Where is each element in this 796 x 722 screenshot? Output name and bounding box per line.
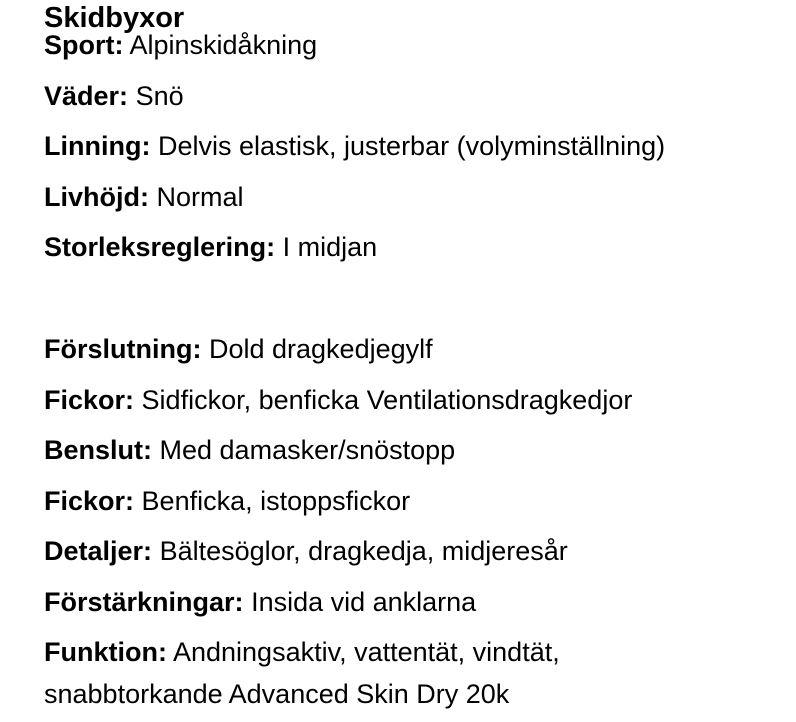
- spec-line-linning: [44, 130, 665, 162]
- spec-label: Benslut:: [44, 435, 152, 465]
- spec-label: Livhöjd:: [44, 182, 149, 212]
- spec-label: Fickor:: [44, 486, 135, 516]
- spec-line-benslut: [44, 434, 455, 466]
- spec-label: Sport:: [44, 30, 124, 60]
- spec-value: Andningsaktiv, vattentät, vindtät,: [172, 637, 560, 667]
- page-title: Skidbyxor: [44, 2, 185, 34]
- spec-label: Detaljer:: [44, 536, 153, 566]
- spec-value: Normal: [156, 182, 244, 212]
- spec-line-forstarkningar: [44, 586, 476, 618]
- spec-label: Fickor:: [44, 385, 135, 415]
- spec-value: Bältesöglor, dragkedja, midjeresår: [159, 536, 568, 566]
- spec-line-funktion: [44, 636, 560, 668]
- spec-label: Förslutning:: [44, 334, 202, 364]
- spec-line-livhojd: [44, 181, 244, 213]
- spec-line-forslutning: [44, 333, 433, 365]
- spec-line-fickor-2: [44, 485, 410, 517]
- spec-label: Väder:: [44, 81, 129, 111]
- spec-label: Linning:: [44, 131, 151, 161]
- spec-value: Delvis elastisk, justerbar (volyminställning): [157, 131, 666, 161]
- spec-line-sport: [44, 29, 317, 61]
- spec-value-continuation: snabbtorkande Advanced Skin Dry 20k: [44, 679, 510, 709]
- spec-value: Sidfickor, benficka Ventilationsdragkedjor: [141, 385, 633, 415]
- spec-value: Med damasker/snöstopp: [159, 435, 456, 465]
- spec-line-funktion-continuation: [44, 678, 509, 710]
- spec-line-storleksreglering: [44, 231, 377, 263]
- spec-label: Förstärkningar:: [44, 587, 244, 617]
- spec-value: I midjan: [282, 232, 378, 262]
- spec-label: Funktion:: [44, 637, 167, 667]
- spec-line-detaljer: [44, 535, 568, 567]
- spec-value: Dold dragkedjegylf: [208, 334, 433, 364]
- spec-line-vader: [44, 80, 184, 112]
- spec-value: Insida vid anklarna: [251, 587, 477, 617]
- spec-value: Snö: [135, 81, 184, 111]
- spec-value: Benficka, istoppsfickor: [141, 486, 411, 516]
- spec-line-fickor-1: [44, 384, 632, 416]
- spec-label: Storleksreglering:: [44, 232, 276, 262]
- spec-value: Alpinskidåkning: [129, 30, 318, 60]
